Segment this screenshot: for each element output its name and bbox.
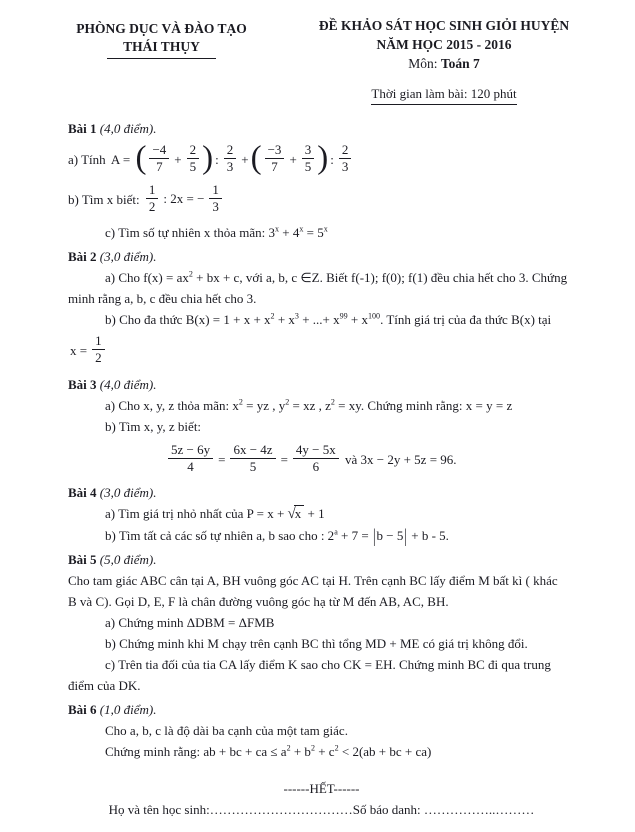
problem-points: (1,0 điểm).: [96, 702, 157, 718]
exponent: 2: [310, 744, 315, 754]
text-run: : 2x = −: [163, 191, 205, 207]
denominator: 6: [312, 459, 320, 475]
denominator: 7: [271, 159, 278, 175]
text-run: . Tính giá trị của đa thức B(x) tại: [380, 312, 552, 328]
problem-3-heading: [68, 374, 575, 395]
denominator: 4: [187, 459, 194, 475]
exponent: x: [323, 224, 328, 234]
numerator: 2: [187, 143, 200, 159]
problem-4a: [105, 503, 575, 525]
problem-1-heading: [68, 118, 575, 139]
problem-2-heading: [68, 246, 575, 267]
radicand: x: [294, 505, 305, 521]
problem-points: (4,0 điểm).: [96, 121, 157, 136]
denominator: 3: [341, 159, 349, 175]
math-fraction: [339, 143, 352, 175]
text-run: + 7 =: [337, 528, 372, 544]
close-paren: ): [202, 139, 214, 176]
text-run: + x: [274, 312, 295, 328]
open-paren: (: [250, 139, 262, 176]
numerator: −3: [265, 143, 285, 159]
header: [0, 16, 635, 105]
problem-points: (3,0 điểm).: [96, 485, 157, 501]
duration-note: Thời gian làm bài: 120 phút: [371, 86, 516, 105]
math-fraction: [187, 143, 200, 175]
text-run: = yz , y: [242, 397, 286, 413]
text-run: a) Cho f(x) = ax: [105, 270, 189, 286]
problem-5c-line2: điểm của DK.: [68, 678, 141, 694]
text-run: b − 5: [376, 528, 404, 544]
close-paren: ): [317, 139, 329, 176]
text-run: + 1: [304, 506, 325, 522]
problem-5-heading: [68, 549, 575, 570]
operator: +: [174, 151, 182, 167]
text-run: + 4: [279, 225, 300, 241]
problem-1a: [68, 139, 575, 179]
math-fraction: [168, 443, 213, 475]
open-paren: (: [135, 139, 147, 176]
denominator: 3: [212, 198, 219, 214]
radical-sign: √: [287, 506, 296, 523]
text-run: x =: [70, 342, 88, 358]
text-run: a) Cho x, y, z thỏa mãn: x: [105, 397, 239, 413]
problem-title: Bài 1: [68, 121, 97, 136]
operator: =: [280, 451, 288, 467]
problem-6-line2: [105, 741, 575, 762]
text-run: = 5: [303, 225, 324, 241]
problem-5-intro-line2: B và C). Gọi D, E, F là chân đường vuông góc hạ từ M đến AB, AC, BH.: [68, 594, 449, 610]
issuer-name: PHÒNG DỤC VÀ ĐÀO TẠO: [76, 21, 247, 36]
problem-title: Bài 2: [68, 249, 97, 265]
math-fraction: [209, 183, 222, 215]
exponent: 2: [330, 397, 335, 407]
problem-2a-line2: minh rằng a, b, c đều chia hết cho 3.: [68, 291, 257, 307]
text-run: + b - 5.: [408, 528, 449, 544]
subject-label: Môn:: [408, 56, 441, 71]
problem-2b-line1: [105, 309, 575, 330]
numerator: 3: [302, 143, 315, 159]
operator: :: [330, 151, 334, 167]
text-run: + x: [347, 312, 368, 328]
problem-title: Bài 3: [68, 376, 97, 392]
abs-bar: |: [372, 525, 376, 547]
numerator: −4: [149, 143, 169, 159]
text-run: + b: [290, 744, 311, 760]
exponent: a: [334, 528, 338, 538]
math-fraction: [149, 143, 169, 175]
problem-1b: [68, 183, 575, 219]
problem-points: (4,0 điểm).: [96, 376, 157, 392]
text-run: a) Tìm giá trị nhỏ nhất của P = x +: [105, 506, 288, 522]
issuer-block: [44, 16, 279, 105]
problem-5-intro-line1: Cho tam giác ABC cân tại A, BH vuông góc AC tại H. Trên cạnh BC lấy điểm M bất kì ( khác: [68, 573, 558, 589]
abs-bar: |: [404, 525, 407, 547]
numerator: 5z − 6y: [168, 443, 213, 459]
text-run: A =: [110, 151, 131, 167]
exponent: x: [275, 224, 280, 234]
denominator: 5: [189, 159, 197, 175]
math-fraction: [230, 443, 275, 475]
problem-3b-lead: b) Tìm x, y, z biết:: [105, 418, 202, 434]
problem-2a-line1: [105, 267, 575, 288]
problem-5b: b) Chứng minh khi M chạy trên cạnh BC thì tổng MD + ME có giá trị không đổi.: [105, 636, 528, 652]
problem-3a: [105, 395, 575, 416]
student-name-line: Họ và tên học sinh:……………………………Số báo danh: ……………..………: [108, 802, 535, 818]
text-run: < 2(ab + bc + ca): [338, 744, 432, 760]
math-fraction: [265, 143, 285, 175]
denominator: 5: [249, 459, 257, 475]
exponent: x: [299, 224, 304, 234]
subject-line: [279, 54, 609, 73]
end-marker: ------HẾT------: [283, 781, 360, 797]
text-run: + bx + c, với a, b, c ∈Z. Biết f(-1); f(0); f(1) đều chia hết cho 3. Chứng: [192, 270, 568, 286]
operator: :: [215, 151, 219, 167]
denominator: 2: [95, 350, 102, 366]
problem-2b-value: [68, 334, 575, 370]
problem-title: Bài 5: [68, 552, 97, 568]
problem-5c-line1: c) Trên tia đối của tia CA lấy điểm K sao cho CK = EH. Chứng minh BC đi qua trung: [105, 657, 551, 673]
problem-title: Bài 4: [68, 485, 97, 501]
exponent: 3: [294, 311, 299, 321]
denominator: 5: [304, 159, 312, 175]
exam-title-block: [279, 16, 609, 105]
operator: +: [241, 151, 249, 167]
problem-1c: [105, 222, 575, 243]
text-run: b) Tìm x biết:: [68, 191, 143, 207]
text-run: = xz , z: [289, 397, 331, 413]
problem-4-heading: [68, 482, 575, 503]
math-fraction: [92, 334, 105, 366]
numerator: 1: [92, 334, 105, 350]
exponent: 2: [285, 397, 290, 407]
problem-3: [68, 374, 575, 479]
text-run: + c: [314, 744, 335, 760]
exponent: 2: [188, 269, 193, 279]
numerator: 1: [209, 183, 222, 199]
text-run: b) Tìm tất cả các số tự nhiên a, b sao cho : 2: [105, 528, 335, 544]
text-run: c) Tìm số tự nhiên x thỏa mãn:: [105, 225, 269, 241]
problem-4: [68, 482, 575, 546]
text-run: + ...+ x: [298, 312, 340, 328]
problem-4b: [105, 525, 575, 546]
issuer-district: THÁI THỤY: [107, 39, 216, 59]
school-year: NĂM HỌC 2015 - 2016: [376, 37, 512, 52]
square-root: [288, 506, 305, 521]
problem-points: (5,0 điểm).: [96, 552, 157, 568]
text-run: b) Cho đa thức B(x) = 1 + x + x: [105, 312, 271, 328]
numerator: 6x − 4z: [230, 443, 275, 459]
math-fraction: [224, 143, 237, 175]
math-fraction: [146, 183, 159, 215]
problem-points: (3,0 điểm).: [96, 249, 157, 265]
text-run: và 3x − 2y + 5z = 96.: [341, 451, 457, 467]
exponent: 2: [270, 311, 275, 321]
exponent: 99: [339, 311, 348, 321]
problem-6-heading: [68, 699, 575, 720]
problem-6-line1: Cho a, b, c là độ dài ba cạnh của một tam giác.: [105, 723, 348, 739]
numerator: 4y − 5x: [293, 443, 339, 459]
exam-body: [0, 105, 635, 820]
problem-5: [68, 549, 575, 696]
exponent: 2: [286, 744, 291, 754]
text-run: Chứng minh rằng: ab + bc + ca ≤ a: [105, 744, 287, 760]
denominator: 3: [226, 159, 234, 175]
exponent: 2: [238, 397, 243, 407]
problem-5a: a) Chứng minh ΔDBM = ΔFMB: [105, 615, 275, 631]
problem-6: [68, 699, 575, 762]
math-fraction: [302, 143, 315, 175]
problem-title: Bài 6: [68, 702, 97, 718]
operator: +: [289, 151, 297, 167]
exponent: 100: [368, 311, 381, 321]
math-fraction: [293, 443, 339, 475]
numerator: 1: [146, 183, 159, 199]
denominator: 7: [156, 159, 163, 175]
problem-2: [68, 246, 575, 370]
text-run: = xy. Chứng minh rằng: x = y = z: [334, 397, 513, 413]
text-run: 3: [268, 225, 276, 241]
numerator: 2: [339, 143, 352, 159]
problem-1: [68, 118, 575, 243]
operator: =: [218, 451, 226, 467]
exam-title: ĐỀ KHẢO SÁT HỌC SINH GIỎI HUYỆN: [318, 18, 570, 33]
exponent: 2: [334, 744, 339, 754]
text-run: a) Tính: [68, 151, 109, 167]
problem-3b-formula: [165, 443, 575, 479]
subject-value: Toán 7: [440, 56, 480, 71]
numerator: 2: [224, 143, 237, 159]
denominator: 2: [148, 198, 156, 214]
